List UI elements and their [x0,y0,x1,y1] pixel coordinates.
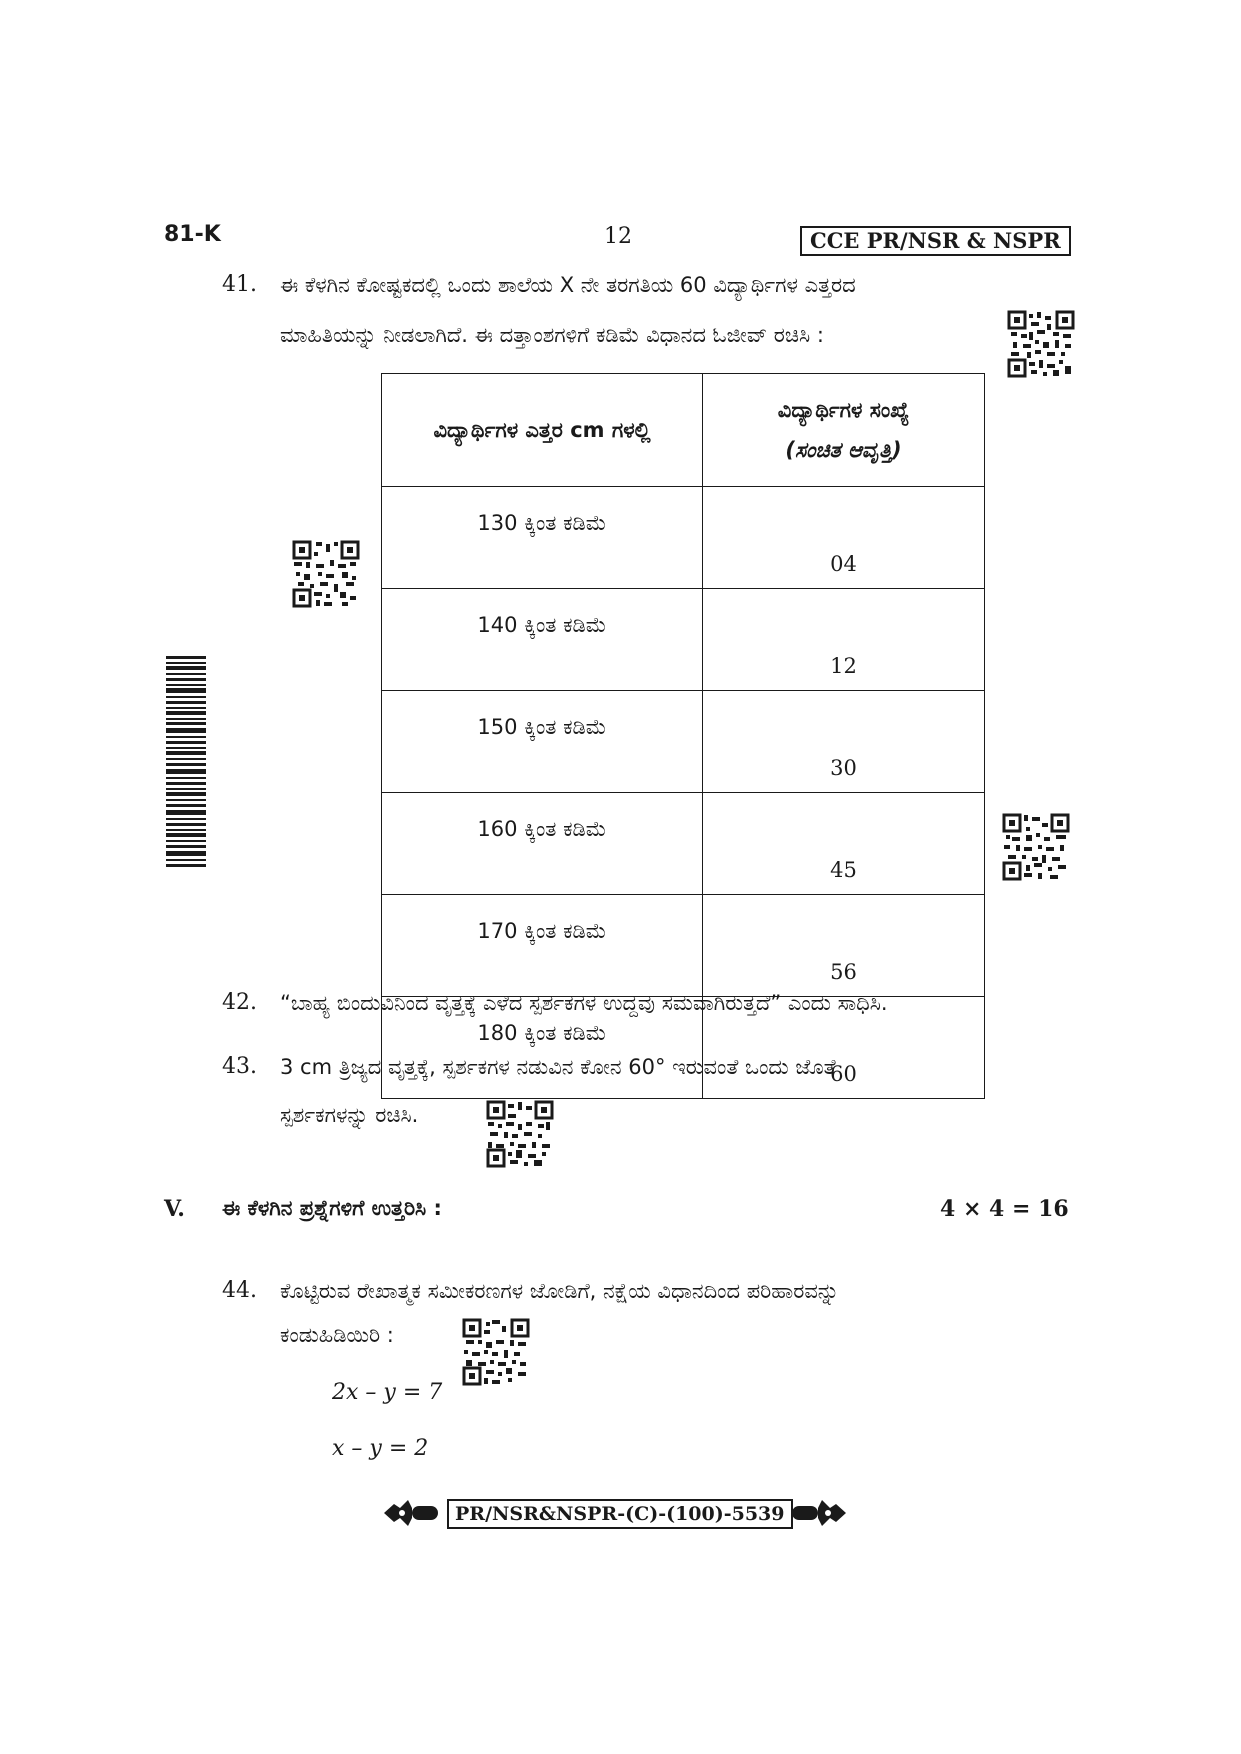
question-41-line2: ಮಾಹಿತಿಯನ್ನು ನೀಡಲಾಗಿದೆ. ಈ ದತ್ತಾಂಶಗಳಿಗೆ ಕಡಿಮೆ ವಿಧಾನದ ಓಜೀವ್ ರಚಿಸಿ : [280,323,824,347]
qr-code-icon [462,1318,530,1386]
qr-code-icon [486,1100,554,1168]
table-cell-height: 170 ಕ್ಕಿಂತ ಕಡಿಮೆ [382,895,703,997]
page-number: 12 [604,224,632,249]
table-cell-height: 140 ಕ್ಕಿಂತ ಕಡಿಮೆ [382,589,703,691]
qr-code-icon [292,540,360,608]
table-header-count-line2: (ಸಂಚಿತ ಆವೃತ್ತಿ) [785,438,902,462]
footer-ornament-right-icon [790,1496,848,1530]
equation-2: x – y = 2 [332,1436,429,1461]
table-cell-height: 160 ಕ್ಕಿಂತ ಕಡಿಮೆ [382,793,703,895]
table-header-height: ವಿದ್ಯಾರ್ಥಿಗಳ ಎತ್ತರ cm ಗಳಲ್ಲಿ [382,374,703,487]
question-43-line2: ಸ್ಪರ್ಶಕಗಳನ್ನು ರಚಿಸಿ. [280,1103,419,1127]
table-cell-count: 30 [703,691,985,793]
table-header-count-line1: ವಿದ್ಯಾರ್ಥಿಗಳ ಸಂಖ್ಯೆ [777,398,910,422]
table-cell-height: 130 ಕ್ಕಿಂತ ಕಡಿಮೆ [382,487,703,589]
qr-code-icon [1002,813,1070,881]
table-row [382,895,985,997]
table-row [382,691,985,793]
question-44-number: 44. [222,1278,257,1303]
section-title: ಈ ಕೆಳಗಿನ ಪ್ರಶ್ನೆಗಳಿಗೆ ಉತ್ತರಿಸಿ : [222,1196,442,1220]
table-cell-height: 180 ಕ್ಕಿಂತ ಕಡಿಮೆ [382,997,703,1099]
table-header-count [703,374,985,487]
question-42-text: “ಬಾಹ್ಯ ಬಿಂದುವಿನಿಂದ ವೃತ್ತಕ್ಕೆ ಎಳೆದ ಸ್ಪರ್ಶಕಗಳ ಉದ್ದವು ಸಮವಾಗಿರುತ್ತದೆ” ಎಂದು ಸಾಧಿಸಿ. [280,991,888,1015]
section-label: V. [164,1196,185,1222]
table-cell-count: 45 [703,793,985,895]
table-cell-count: 12 [703,589,985,691]
exam-code-box: CCE PR/NSR & NSPR [800,226,1071,256]
footer-ornament-left-icon [382,1496,440,1530]
question-44-line1: ಕೊಟ್ಟಿರುವ ರೇಖಾತ್ಮಕ ಸಮೀಕರಣಗಳ ಜೋಡಿಗೆ, ನಕ್ಷೆಯ ವಿಧಾನದಿಂದ ಪರಿಹಾರವನ್ನು [280,1279,839,1303]
question-43-number: 43. [222,1054,257,1079]
table-cell-count: 56 [703,895,985,997]
question-42-number: 42. [222,990,257,1015]
section-marks: 4 × 4 = 16 [940,1196,1069,1222]
qr-code-icon [1007,310,1075,378]
table-row [382,793,985,895]
paper-code: 81-K [164,222,221,247]
table-cell-count: 60 [703,997,985,1099]
question-43-line1: 3 cm ತ್ರಿಜ್ಯದ ವೃತ್ತಕ್ಕೆ, ಸ್ಪರ್ಶಕಗಳ ನಡುವಿನ ಕೋನ 60° ಇರುವಂತೆ ಒಂದು ಜೊತೆ [280,1055,836,1079]
barcode-icon [166,656,206,870]
question-41-number: 41. [222,272,257,297]
equation-1: 2x – y = 7 [332,1380,443,1405]
table-row [382,487,985,589]
footer-code-box: PR/NSR&NSPR-(C)-(100)-5539 [447,1499,793,1529]
table-cell-count: 04 [703,487,985,589]
question-44-line2: ಕಂಡುಹಿಡಿಯಿರಿ : [280,1323,394,1347]
table-cell-height: 150 ಕ್ಕಿಂತ ಕಡಿಮೆ [382,691,703,793]
table-row [382,589,985,691]
question-41-line1: ಈ ಕೆಳಗಿನ ಕೋಷ್ಟಕದಲ್ಲಿ ಒಂದು ಶಾಲೆಯ X ನೇ ತರಗತಿಯ 60 ವಿದ್ಯಾರ್ಥಿಗಳ ಎತ್ತರದ [280,273,856,297]
